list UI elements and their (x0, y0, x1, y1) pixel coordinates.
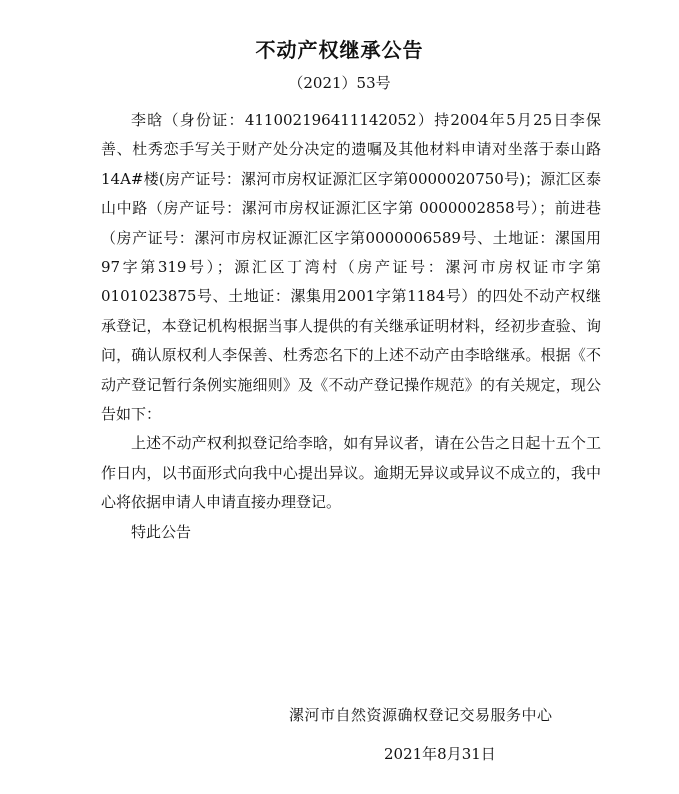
document-number: （2021）53号 (288, 74, 391, 92)
paragraph-application: 李晗（身份证：411002196411142052）持2004年5月25日李保善、杜秀恋手写关于财产处分决定的遗嘱及其他材料申请对坐落于泰山路14A#楼(房产证号：漯河市房权证源汇区字第0000020750号)；源汇区泰山中路（房产证号：漯河市房权证源汇区字第 0000002858号）；前进巷（房产证号：漯河市房权证源汇区字第0000006589号、土地证：漯国用97字第319号）；源汇区丁湾村（房产证号：漯河市房权证市字第0101023875号、土地证：漯集用2001字第1184号）的四处不动产权继承登记，本登记机构根据当事人提供的有关继承证明材料，经初步查验、询问，确认原权利人李保善、杜秀恋名下的上述不动产由李晗继承。根据《不动产登记暂行条例实施细则》及《不动产登记操作规范》的有关规定，现公告如下： (101, 111, 601, 424)
notice-title: 不动产权继承公告 (255, 38, 424, 62)
issuer-signature: 漯河市自然资源确权登记交易服务中心 (289, 706, 553, 724)
issue-date: 2021年8月31日 (384, 745, 496, 763)
notice-body (101, 106, 601, 547)
closing-phrase: 特此公告 (131, 522, 192, 541)
paragraph-objection: 上述不动产权利拟登记给李晗，如有异议者，请在公告之日起十五个工作日内，以书面形式向我中心提出异议。逾期无异议或异议不成立的，我中心将依据申请人申请直接办理登记。 (101, 434, 601, 512)
